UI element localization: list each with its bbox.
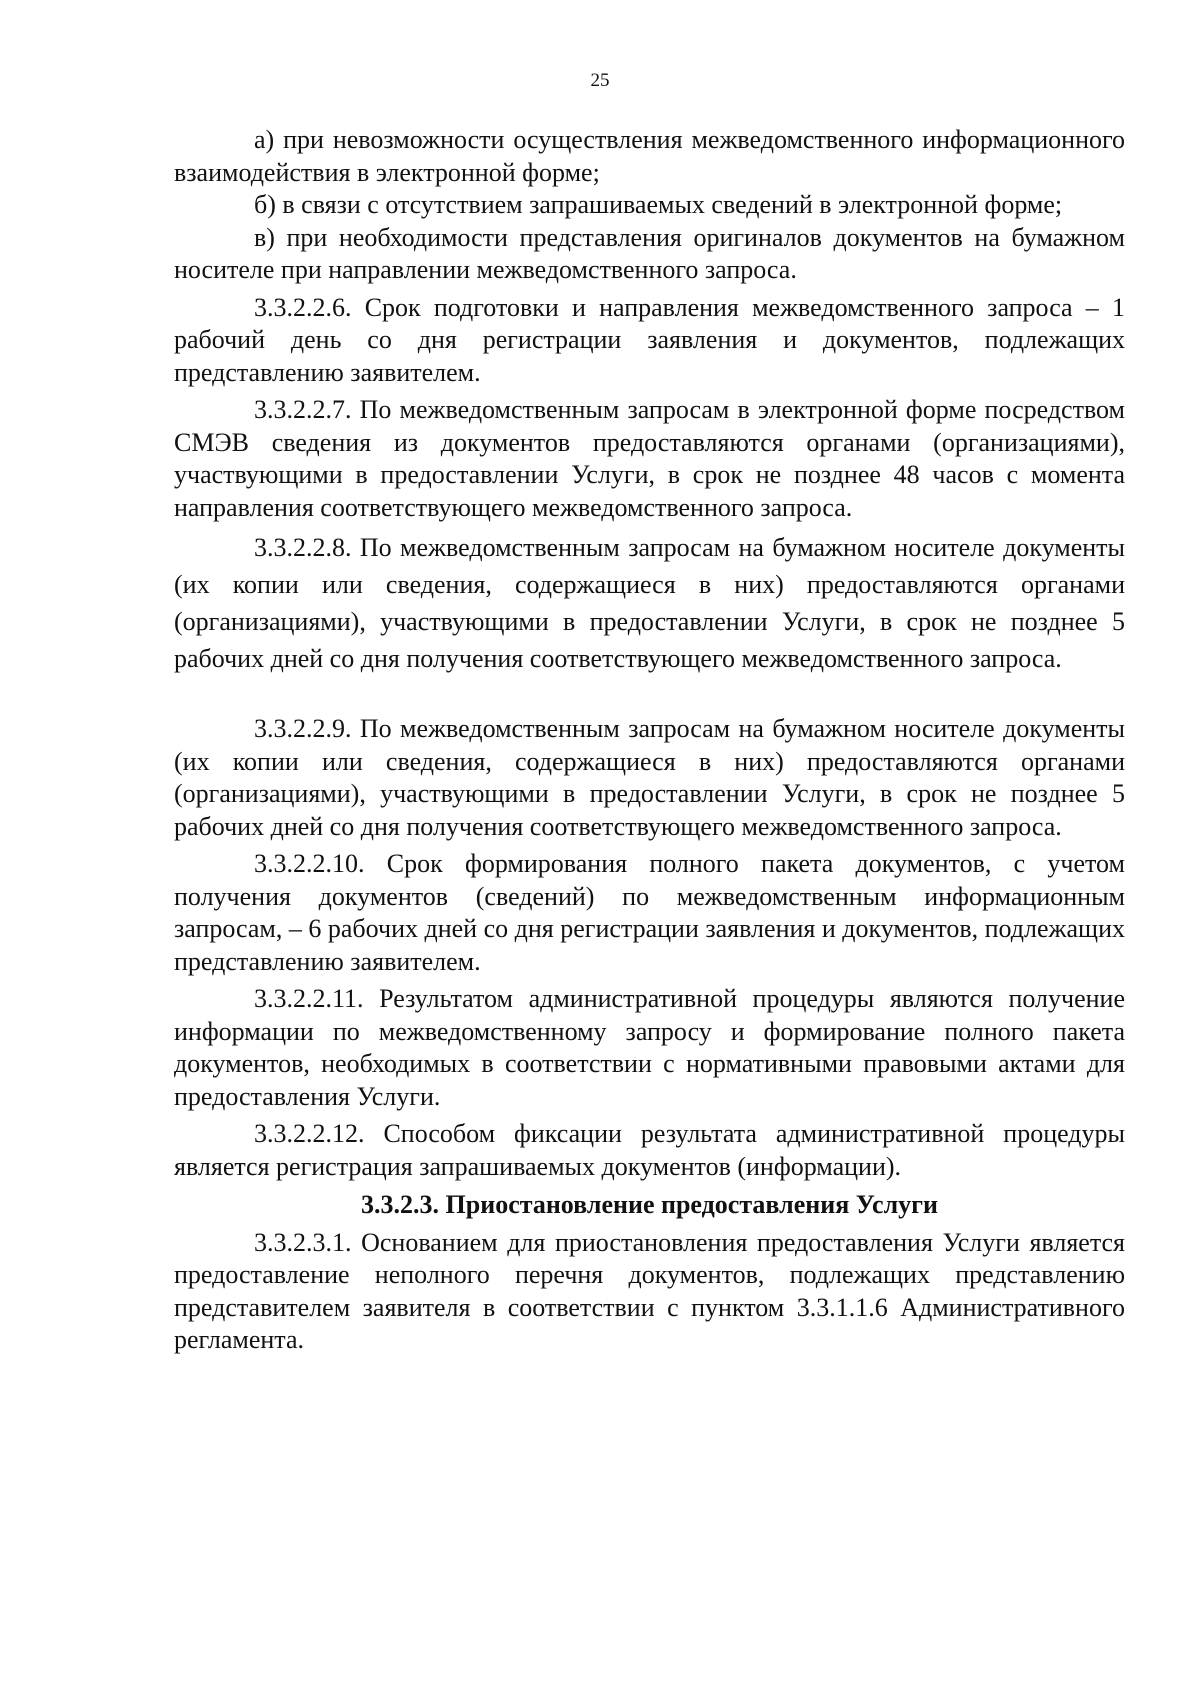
paragraph-3-3-2-3-1: 3.3.2.3.1. Основанием для приостановления предоставления Услуги является предоставление неполного перечня документов, подлежащих представлению представителем заявителя в соответствии с пунктом 3.3.1.1.6 Административного регламента. [174,1227,1125,1354]
document-body [174,124,1125,1362]
paragraph-item-c: в) при необходимости представления оригиналов документов на бумажном носителе при направлении межведомственного запроса. [174,222,1125,284]
paragraph-3-3-2-2-8: 3.3.2.2.8. По межведомственным запросам на бумажном носителе документы (их копии или сведения, содержащиеся в них) предоставляются органами (организациями), участвующими в предоставлении Услуги, в срок не позднее 5 рабочих дней со дня получения соответствующего межведомственного запроса. [174,533,1125,673]
paragraph-item-b: б) в связи с отсутствием запрашиваемых сведений в электронной форме; [254,190,1063,219]
paragraph-3-3-2-2-7: 3.3.2.2.7. По межведомственным запросам в электронной форме посредством СМЭВ сведения из документов предоставляются органами (организациями), участвующими в предоставлении Услуги, в срок не позднее 48 часов с момента направления соответствующего межведомственного запроса. [174,395,1125,522]
page-number: 25 [590,70,610,91]
section-heading: 3.3.2.3. Приостановление предоставления Услуги [361,1190,938,1219]
paragraph-item-a: а) при невозможности осуществления межведомственного информационного взаимодействия в электронной форме; [174,125,1125,187]
paragraph-3-3-2-2-6: 3.3.2.2.6. Срок подготовки и направления межведомственного запроса – 1 рабочий день со дня регистрации заявления и документов, подлежащих представлению заявителем. [174,292,1125,387]
paragraph-3-3-2-2-11: 3.3.2.2.11. Результатом административной процедуры являются получение информации по межведомственному запросу и формирование полного пакета документов, необходимых в соответствии с нормативными правовыми актами для предоставления Услуги. [174,984,1125,1111]
paragraph-3-3-2-2-12: 3.3.2.2.12. Способом фиксации результата административной процедуры является регистрация запрашиваемых документов (информации). [174,1119,1125,1181]
paragraph-3-3-2-2-9: 3.3.2.2.9. По межведомственным запросам на бумажном носителе документы (их копии или сведения, содержащиеся в них) предоставляются органами (организациями), участвующими в предоставлении Услуги, в срок не позднее 5 рабочих дней со дня получения соответствующего межведомственного запроса. [174,714,1125,841]
paragraph-3-3-2-2-10: 3.3.2.2.10. Срок формирования полного пакета документов, с учетом получения документов (сведений) по межведомственным информационным запросам, – 6 рабочих дней со дня регистрации заявления и документов, подлежащих представлению заявителем. [174,849,1125,976]
